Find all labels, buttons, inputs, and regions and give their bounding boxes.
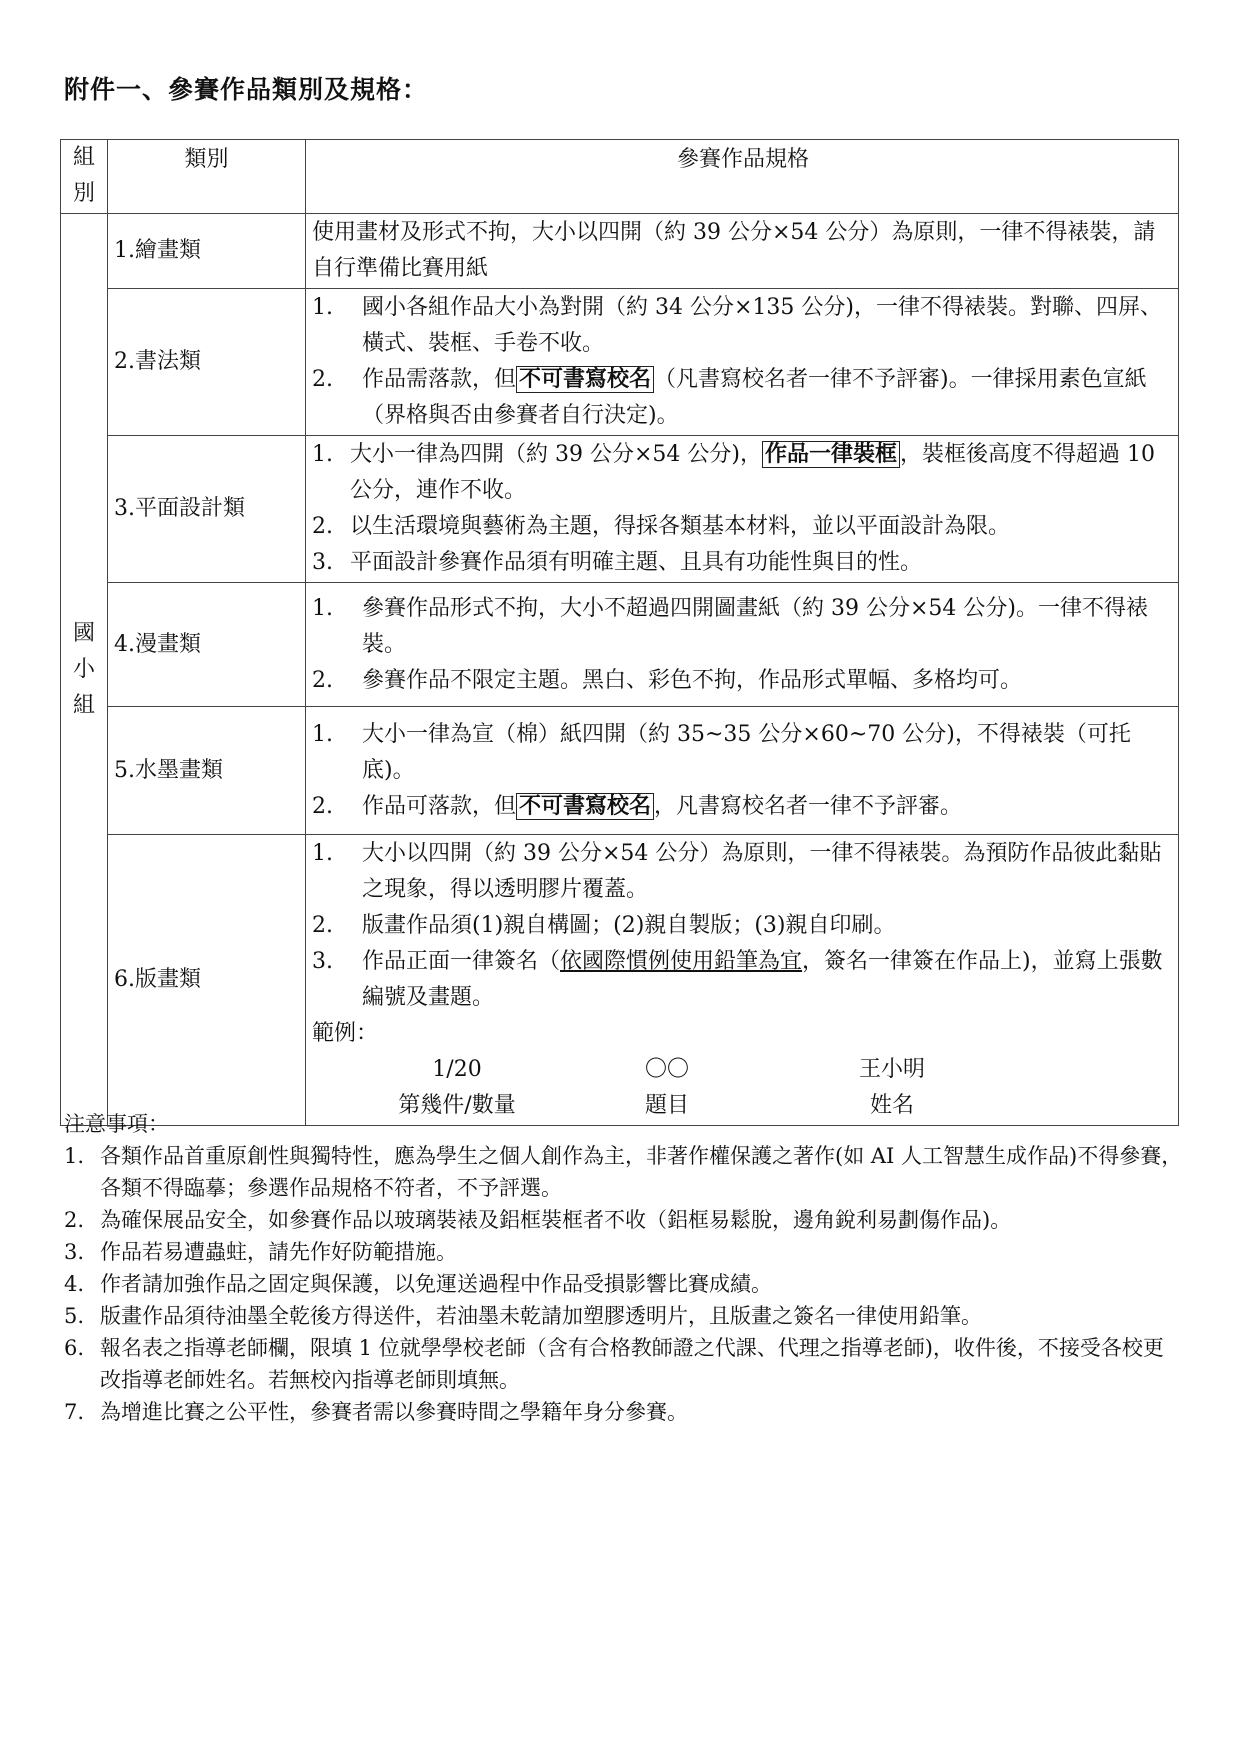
example-caption: 題目 <box>644 1093 689 1118</box>
list-item <box>312 545 1174 581</box>
item-number: 2. <box>312 667 333 693</box>
item-text <box>362 944 1174 1016</box>
category-cell: 1.繪畫類 <box>108 214 306 289</box>
example-label: 範例： <box>312 1021 379 1046</box>
item-number: 6. <box>64 1336 85 1360</box>
item-text-post: ，凡書寫校名者一律不予評審。 <box>654 793 963 819</box>
list-item <box>64 1236 1184 1268</box>
item-number: 2. <box>312 913 333 938</box>
table-row <box>61 583 1179 707</box>
spec-cell <box>306 289 1179 436</box>
boxed-emphasis: 不可書寫校名 <box>516 793 654 820</box>
example-values <box>382 1052 1174 1088</box>
item-text-pre: 作品正面一律簽名（ <box>362 949 561 974</box>
list-item <box>312 789 1174 825</box>
header-group <box>61 140 108 214</box>
item-text: 版畫作品須待油墨全乾後方得送件，若油墨未乾請加塑膠透明片，且版畫之簽名一律使用鉛筆。 <box>100 1304 982 1328</box>
boxed-emphasis: 作品一律裝框 <box>762 441 900 468</box>
item-text-post: ，簽名一律簽在作品上)，並寫上張數編號及畫題。 <box>362 949 1163 1010</box>
boxed-emphasis: 不可書寫校名 <box>516 366 654 393</box>
item-text: 作品若易遭蟲蛀，請先作好防範措施。 <box>100 1240 457 1264</box>
table-row <box>61 707 1179 835</box>
group-char: 組 <box>72 692 95 718</box>
item-text: 報名表之指導老師欄，限填 1 位就學學校老師（含有合格教師證之代課、代理之指導老師)，收件後，不接受各校更改指導老師姓名。若無校內指導老師則填無。 <box>100 1336 1164 1392</box>
item-text <box>362 789 962 825</box>
item-number: 3. <box>312 550 333 575</box>
item-number: 1. <box>312 442 333 467</box>
group-cell <box>61 214 108 1126</box>
list-item <box>312 836 1174 908</box>
item-text: 大小一律為宣（棉）紙四開（約 35~35 公分×60~70 公分)，不得裱裝（可托底)。 <box>362 721 1131 783</box>
example-caption: 第幾件/數量 <box>398 1093 516 1118</box>
item-number: 4. <box>64 1272 85 1296</box>
item-text: 參賽作品不限定主題。黑白、彩色不拘，作品形式單幅、多格均可。 <box>362 667 1023 693</box>
list-item <box>312 437 1174 509</box>
list-item <box>312 509 1174 545</box>
list-item <box>312 944 1174 1016</box>
group-char: 小 <box>72 656 95 682</box>
list-item <box>312 663 1174 699</box>
underlined-emphasis: 依國際慣例使用鉛筆為宜 <box>560 949 803 974</box>
item-text: 參賽作品形式不拘，大小不超過四開圖畫紙（約 39 公分×54 公分)。一律不得裱裝。 <box>362 595 1148 657</box>
example-value: 〇〇 <box>644 1057 689 1082</box>
item-number: 2. <box>312 514 333 539</box>
item-text: 版畫作品須(1)親自構圖；(2)親自製版；(3)親自印刷。 <box>362 913 896 938</box>
spec-cell <box>306 583 1179 707</box>
header-category: 類別 <box>108 140 306 214</box>
item-number: 5. <box>64 1304 85 1328</box>
item-text-pre: 作品需落款，但 <box>362 367 517 392</box>
item-text: 為確保展品安全，如參賽作品以玻璃裝裱及鋁框裝框者不收（鋁框易鬆脫，邊角銳利易劃傷作品)。 <box>100 1208 1012 1232</box>
table-row <box>61 436 1179 583</box>
header-group-line1: 組 <box>72 145 95 170</box>
item-number: 3. <box>64 1240 85 1264</box>
spec-cell <box>306 436 1179 583</box>
item-number: 1. <box>312 295 333 320</box>
item-text-post: （凡書寫校名者一律不予評審)。一律採用素色宣紙（界格與否由參賽者自行決定)。 <box>362 367 1147 428</box>
item-text-pre: 大小一律為四開（約 39 公分×54 公分)， <box>350 442 762 467</box>
notes-heading: 注意事項： <box>64 1112 169 1136</box>
list-item <box>64 1332 1184 1396</box>
item-text: 大小以四開（約 39 公分×54 公分）為原則，一律不得裱裝。為預防作品彼此黏貼之現象，得以透明膠片覆蓋。 <box>362 841 1162 902</box>
table-row <box>61 214 1179 289</box>
list-item <box>64 1300 1184 1332</box>
category-cell: 6.版畫類 <box>108 835 306 1126</box>
item-number: 7. <box>64 1400 85 1424</box>
item-text: 國小各組作品大小為對開（約 34 公分×135 公分)，一律不得裱裝。對聯、四屏、橫式、裝框、手卷不收。 <box>362 295 1162 356</box>
table-header-row <box>61 140 1179 214</box>
item-number: 2. <box>64 1208 85 1232</box>
list-item <box>312 591 1174 663</box>
item-text-pre: 作品可落款，但 <box>362 793 517 819</box>
item-text: 作者請加強作品之固定與保護，以免運送過程中作品受損影響比賽成績。 <box>100 1272 772 1296</box>
list-item <box>64 1396 1184 1428</box>
spec-table <box>60 139 1179 1126</box>
item-text: 平面設計參賽作品須有明確主題、且具有功能性與目的性。 <box>350 550 923 575</box>
notes-section <box>64 1108 1184 1428</box>
header-group-line2: 別 <box>72 181 95 206</box>
list-item <box>312 290 1174 362</box>
table-row <box>61 835 1179 1126</box>
list-item <box>64 1204 1184 1236</box>
list-item <box>64 1268 1184 1300</box>
item-number: 2. <box>312 793 333 819</box>
category-cell: 5.水墨畫類 <box>108 707 306 835</box>
category-cell: 4.漫畫類 <box>108 583 306 707</box>
spec-cell <box>306 707 1179 835</box>
category-cell: 2.書法類 <box>108 289 306 436</box>
example-value: 王小明 <box>858 1057 925 1082</box>
list-item <box>312 717 1174 789</box>
header-spec: 參賽作品規格 <box>306 140 1179 214</box>
example-caption: 姓名 <box>869 1093 914 1118</box>
list-item <box>312 362 1174 434</box>
item-text: 為增進比賽之公平性，參賽者需以參賽時間之學籍年身分參賽。 <box>100 1400 688 1424</box>
example-value: 1/20 <box>432 1057 482 1082</box>
group-char: 國 <box>72 620 95 646</box>
item-text <box>350 437 1174 509</box>
list-item <box>312 908 1174 944</box>
item-text: 以生活環境與藝術為主題，得採各類基本材料，並以平面設計為限。 <box>350 514 1011 539</box>
list-item <box>64 1140 1184 1204</box>
spec-cell: 使用畫材及形式不拘，大小以四開（約 39 公分×54 公分）為原則，一律不得裱裝，請自行準備比賽用紙 <box>306 214 1179 289</box>
item-text-post: ，裝框後高度不得超過 10 公分，連作不收。 <box>350 442 1156 503</box>
item-number: 1. <box>312 721 333 747</box>
spec-cell <box>306 835 1179 1126</box>
category-cell: 3.平面設計類 <box>108 436 306 583</box>
item-number: 1. <box>64 1144 85 1168</box>
item-number: 1. <box>312 595 333 621</box>
page-title: 附件一、參賽作品類別及規格： <box>64 75 429 104</box>
item-text: 各類作品首重原創性與獨特性，應為學生之個人創作為主，非著作權保護之著作(如 AI 人工智慧生成作品)不得參賽，各類不得臨摹；參選作品規格不符者，不予評選。 <box>100 1144 1183 1200</box>
item-text <box>362 362 1174 434</box>
item-number: 2. <box>312 367 333 392</box>
item-number: 1. <box>312 841 333 866</box>
table-row <box>61 289 1179 436</box>
item-number: 3. <box>312 949 333 974</box>
